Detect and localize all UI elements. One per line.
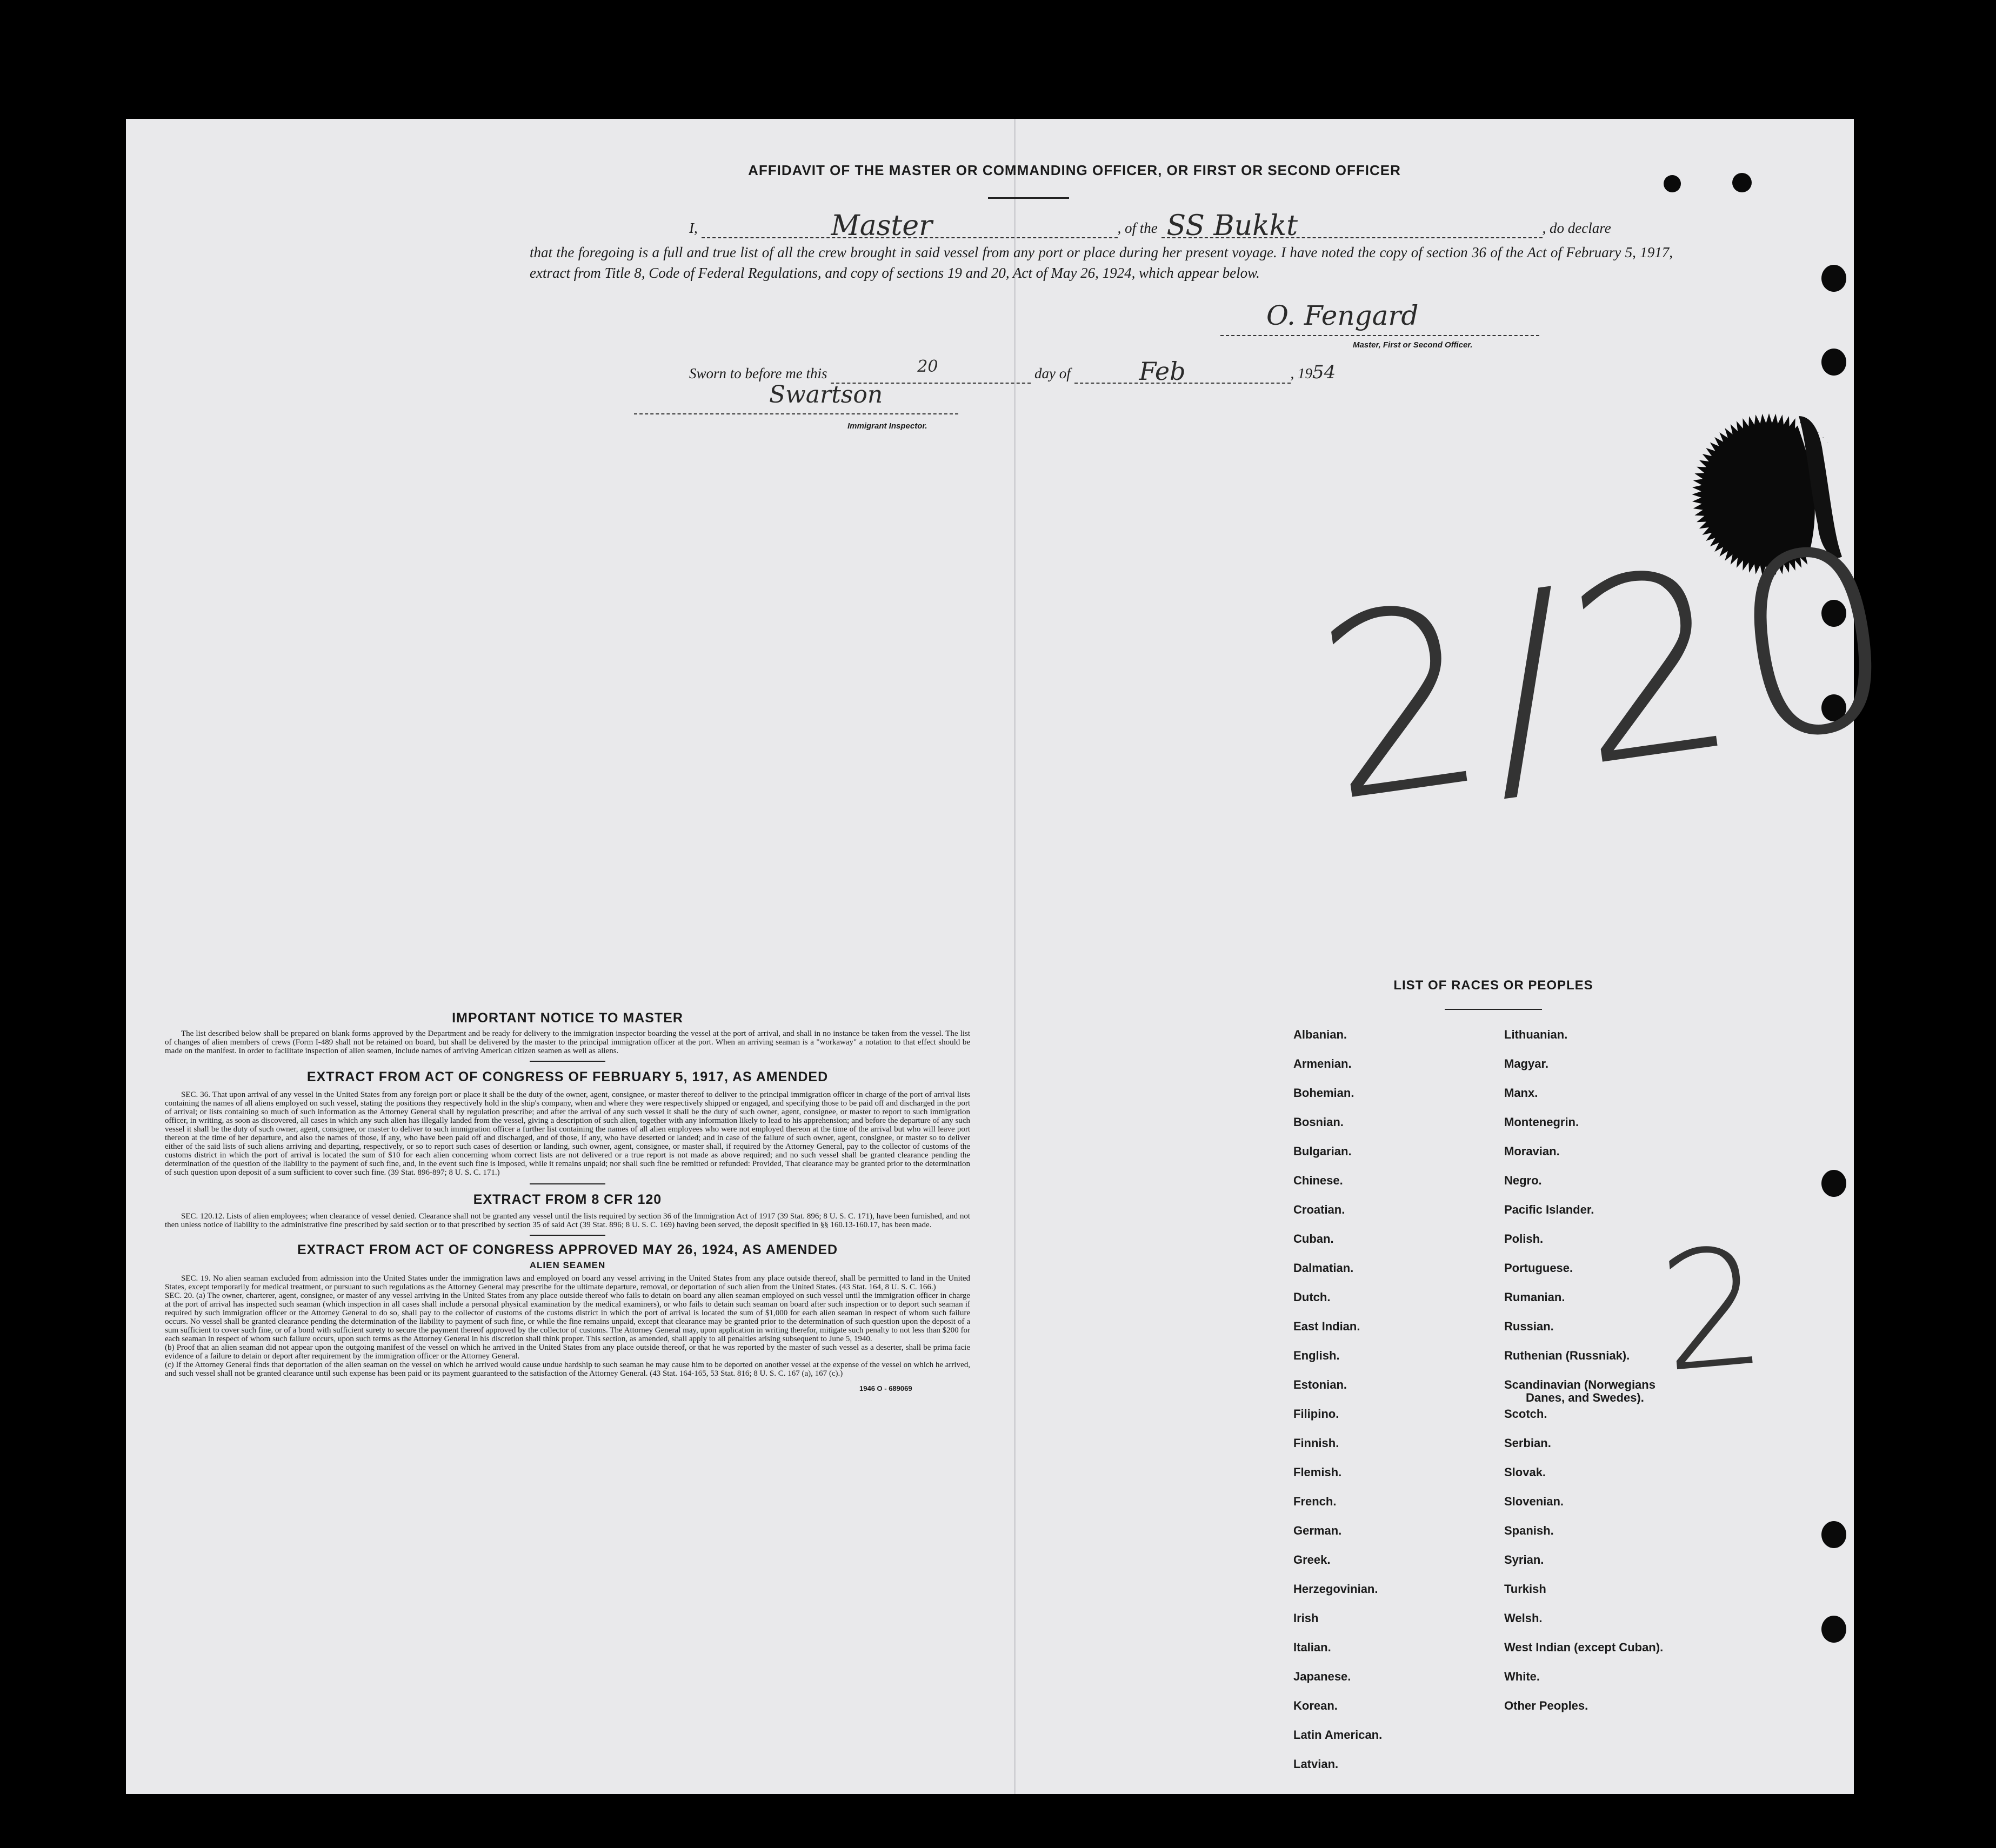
- race-item: Herzegovinian.: [1293, 1582, 1378, 1596]
- race-item: Bulgarian.: [1293, 1144, 1352, 1158]
- race-item: West Indian (except Cuban).: [1504, 1641, 1664, 1654]
- document-sheet: [126, 119, 1918, 1794]
- race-item: Estonian.: [1293, 1378, 1347, 1391]
- race-item: White.: [1504, 1670, 1540, 1683]
- inspector-caption: Immigrant Inspector.: [847, 421, 927, 431]
- race-item: Rumanian.: [1504, 1290, 1565, 1304]
- race-item: Bosnian.: [1293, 1115, 1344, 1129]
- race-item: Filipino.: [1293, 1407, 1339, 1421]
- notice-rule: [530, 1061, 605, 1062]
- officer-signature: O. Fengard: [1266, 300, 1419, 331]
- race-item: Latvian.: [1293, 1757, 1339, 1771]
- extract3-body: SEC. 19. No alien seaman excluded from admission into the United States under the immigration laws and employed on board any vessel arriving in the United States from any place outside thereof, shall be permitted to land in the United States, except temporarily for medical treatment, or pursuant to such regulations as the Attorney General may prescribe for the ultimate departure, removal, or deportation of such alien from the United States. (43 Stat. 164, 8 U. S. C. 166.) SEC. 20. (a) The owner, charterer, agent, consignee, or master of any vessel arriving in the United States from any place outside thereof who fails to detain on board any alien seaman employed on such vessel until the immigration officer in charge at the port of arrival has inspected such seaman (which inspection in all cases shall include a personal physical examination by the medical examiners), or who fails to detain such seaman on board after such inspection or to deport such seaman if required by such immigration officer or the Attorney General to do so, shall pay to the collector of customs of the customs district in which the port of arrival is located the sum of $1,000 for each alien seaman in respect of whom such failure occurs. No vessel shall be granted clearance pending the determination of the liability to payment of such fine, or while the fine remains unpaid, except that clearance may be granted prior to the determination of such question upon the deposit of a sum sufficient to cover such fine, or of a bond with sufficient surety to secure the payment thereof approved by the collector of customs. The Attorney General may, upon application in writing therefor, mitigate such penalty to not less than $200 for each seaman in respect of whom such failure occurs, upon such terms as the Attorney General in his discretion shall think proper. This section, as amended, shall apply to all penalties arising subsequent to June 5, 1940. (b) Proof that an alien seaman did not appear upon the outgoing manifest of the vessel on which he arrived in the United States from any place outside thereof, or that he was reported by the master of such vessel as a deserter, shall be prima facie evidence of a failure to detain or deport after requirement by the immigration officer or the Attorney General. (c) If the Attorney General finds that deportation of the alien seaman on the vessel on which he arrived would cause undue hardship to such seaman he may cause him to be deported on another vessel at the expense of the vessel on which he arrived, and such vessel shall not be granted clearance until such expense has been paid or its payment guaranteed to the satisfaction of the Attorney General. (43 Stat. 164-165, 53 Stat. 816; 8 U. S. C. 167 (a), 167 (c).): [165, 1274, 970, 1378]
- race-item: Spanish.: [1504, 1524, 1554, 1537]
- inspector-signature-line: [634, 413, 958, 414]
- race-item: Portuguese.: [1504, 1261, 1573, 1275]
- declaration-body: that the foregoing is a full and true list of all the crew brought in said vessel from any port or place during her present voyage. I have noted the copy of section 36 of the Act of February 5, 1917, extract from Title 8, Code of Federal Regulations, and copy of sections 19 and 20, Act of May 26, 1924, which appear below.: [530, 244, 1673, 281]
- notice-title: IMPORTANT NOTICE TO MASTER: [452, 1010, 683, 1026]
- sworn-day: 20: [917, 357, 938, 376]
- race-item: Irish: [1293, 1611, 1319, 1625]
- officer-handwritten: Master: [831, 210, 932, 242]
- race-item: Scotch.: [1504, 1407, 1547, 1421]
- race-item: Croatian.: [1293, 1203, 1345, 1216]
- race-item: Ruthenian (Russniak).: [1504, 1349, 1630, 1362]
- race-item: Manx.: [1504, 1086, 1538, 1100]
- race-item: English.: [1293, 1349, 1340, 1362]
- officer-field: [702, 210, 1118, 242]
- extract1-title: EXTRACT FROM ACT OF CONGRESS OF FEBRUARY 5, 1917, AS AMENDED: [306, 1069, 829, 1084]
- race-item: Korean.: [1293, 1699, 1338, 1712]
- sworn-label: Sworn to before me this: [689, 365, 827, 381]
- affidavit-title: AFFIDAVIT OF THE MASTER OR COMMANDING OFFICER, OR FIRST OR SECOND OFFICER: [748, 162, 1401, 178]
- race-item: Italian.: [1293, 1641, 1331, 1654]
- extract1-body: SEC. 36. That upon arrival of any vessel in the United States from any foreign port or place it shall be the duty of the owner, agent, consignee, or master thereof to deliver to the principal immigration officer in charge of the port of arrival lists containing the names of all aliens employed on such vessel, stating the positions they respectively hold in the ship's company, when and where they were respectively shipped or engaged, and specifying those to be paid off and discharged in the port of arrival; or lists containing so much of such information as the Attorney General shall by regulation prescribe; and after the arrival of any such vessel it shall be the duty of such owner, agent, consignee, or master to report to such immigration officer, in writing, as soon as discovered, all cases in which any such alien has illegally landed from the vessel, giving a description of such alien, together with any information likely to lead to his apprehension; and before the departure of any such vessel it shall be the duty of such owner, agent, consignee, or master to deliver to such immigration officer a further list containing the names of all alien employees who were not employed thereon at the time of the arrival but who will leave port thereon at the time of her departure, and also the names of those, if any, who have been paid off and discharged, and of those, if any, who have deserted or landed; and in case of the failure of such owner, agent, consignee, or master so to deliver either of the said lists of such aliens arriving and departing, respectively, or so to report such cases of desertion or landing, such owner, agent, consignee, or master shall, if required by the Attorney General, pay to the collector of customs of the customs district in which the port of arrival is located the sum of $10 for each alien concerning whom correct lists are not delivered or a true report is not made as above required; and no such vessel shall be granted clearance pending the determination of the question of the liability to the payment of such fine, and, in the event such fine is imposed, while it remains unpaid; nor shall such fine be remitted or refunded: Provided, That clearance may be granted prior to the determination of such question upon deposit of a sum sufficient to cover such fine. (39 Stat. 896-897; 8 U. S. C. 171.): [165, 1090, 970, 1177]
- punch-hole: [1821, 349, 1846, 376]
- punch-hole: [1732, 173, 1752, 192]
- month-field: [1074, 357, 1291, 386]
- race-item: Polish.: [1504, 1232, 1544, 1246]
- race-item: Japanese.: [1293, 1670, 1351, 1683]
- declare-label: , do declare: [1542, 220, 1611, 236]
- race-item: Greek.: [1293, 1553, 1331, 1566]
- race-item: Armenian.: [1293, 1057, 1352, 1070]
- day-of-label: day of: [1034, 365, 1071, 381]
- extract3-title: EXTRACT FROM ACT OF CONGRESS APPROVED MAY 26, 1924, AS AMENDED: [297, 1242, 838, 1257]
- extract3-subtitle: ALIEN SEAMEN: [529, 1260, 606, 1270]
- extract2-rule: [530, 1235, 605, 1236]
- race-item: Negro.: [1504, 1174, 1542, 1187]
- year-label: , 19: [1290, 365, 1312, 381]
- notice-section: [165, 1010, 970, 1392]
- extract2-title: EXTRACT FROM 8 CFR 120: [473, 1192, 662, 1207]
- race-item: Flemish.: [1293, 1465, 1342, 1479]
- race-item: Moravian.: [1504, 1144, 1560, 1158]
- prefix-i: I,: [689, 220, 698, 236]
- title-rule: [988, 197, 1069, 199]
- race-item: Albanian.: [1293, 1028, 1347, 1041]
- punch-hole: [1821, 1616, 1846, 1643]
- race-item: Pacific Islander.: [1504, 1203, 1594, 1216]
- race-item: Slovak.: [1504, 1465, 1546, 1479]
- race-item: French.: [1293, 1495, 1337, 1508]
- declaration-line: [565, 210, 1673, 242]
- race-item: German.: [1293, 1524, 1342, 1537]
- races-rule: [1445, 1009, 1542, 1010]
- punch-hole: [1821, 1170, 1846, 1197]
- of-the-label: , of the: [1117, 220, 1158, 236]
- punch-hole: [1821, 265, 1846, 292]
- sworn-line: [565, 357, 1336, 386]
- race-item: Russian.: [1504, 1320, 1554, 1333]
- race-item: Bohemian.: [1293, 1086, 1354, 1100]
- race-item: Finnish.: [1293, 1436, 1339, 1450]
- race-item: Magyar.: [1504, 1057, 1548, 1070]
- notice-body: The list described below shall be prepared on blank forms approved by the Department and be ready for delivery to the immigration inspector boarding the vessel at the port of arrival, and shall in no instance be taken from the vessel. The list of changes of alien members of crews (Form I-489 shall not be retained on board, but shall be delivered by the master to the principal immigration officer at the port. When an arriving seaman is a "workaway" a notation to that effect should be made on the manifest. In order to facilitate inspection of alien seamen, include names of arriving American citizen seamen as well as aliens.: [165, 1029, 970, 1055]
- race-item: Dutch.: [1293, 1290, 1331, 1304]
- race-item: Montenegrin.: [1504, 1115, 1579, 1129]
- extract2-body: SEC. 120.12. Lists of alien employees; when clearance of vessel denied. Clearance shall not be granted any vessel until the lists required by section 36 of the Immigration Act of 1917 (39 Stat. 896; 8 U. S. C. 171), have been furnished, and not then unless notice of liability to the administrative fine prescribed by said section or to that prescribed by section 35 of said Act (39 Stat. 896; 8 U. S. C. 169) having been served, the deposit specified in §§ 160.13-160.17, has been made.: [165, 1212, 970, 1229]
- race-item: Slovenian.: [1504, 1495, 1564, 1508]
- race-item: East Indian.: [1293, 1320, 1360, 1333]
- sworn-month: Feb: [1139, 357, 1186, 386]
- vessel-field: [1161, 210, 1543, 242]
- extract1-rule: [530, 1183, 605, 1184]
- race-item: Dalmatian.: [1293, 1261, 1354, 1275]
- race-item: Turkish: [1504, 1582, 1546, 1596]
- race-item: Serbian.: [1504, 1436, 1551, 1450]
- race-item: Latin American.: [1293, 1728, 1383, 1742]
- punch-hole: [1821, 1521, 1846, 1548]
- handwritten-number: 2: [1653, 1211, 1772, 1409]
- races-title: LIST OF RACES OR PEOPLES: [1393, 978, 1593, 993]
- race-item: Lithuanian.: [1504, 1028, 1568, 1041]
- sworn-year: 54: [1312, 361, 1336, 383]
- officer-signature-caption: Master, First or Second Officer.: [1353, 340, 1473, 350]
- race-item: Scandinavian (Norwegians: [1504, 1378, 1655, 1391]
- inspector-signature: Swartson: [769, 381, 883, 409]
- race-item: Cuban.: [1293, 1232, 1334, 1246]
- race-item: Danes, and Swedes).: [1526, 1391, 1644, 1404]
- race-item: Welsh.: [1504, 1611, 1543, 1625]
- race-item: Syrian.: [1504, 1553, 1544, 1566]
- print-code: 1946 O - 689069: [859, 1384, 912, 1392]
- handwritten-date: 2/20: [1303, 490, 1918, 858]
- race-item: Other Peoples.: [1504, 1699, 1588, 1712]
- race-item: Chinese.: [1293, 1174, 1343, 1187]
- officer-signature-line: [1220, 335, 1539, 336]
- vessel-handwritten: SS Bukkt: [1166, 210, 1298, 242]
- punch-hole: [1664, 175, 1681, 192]
